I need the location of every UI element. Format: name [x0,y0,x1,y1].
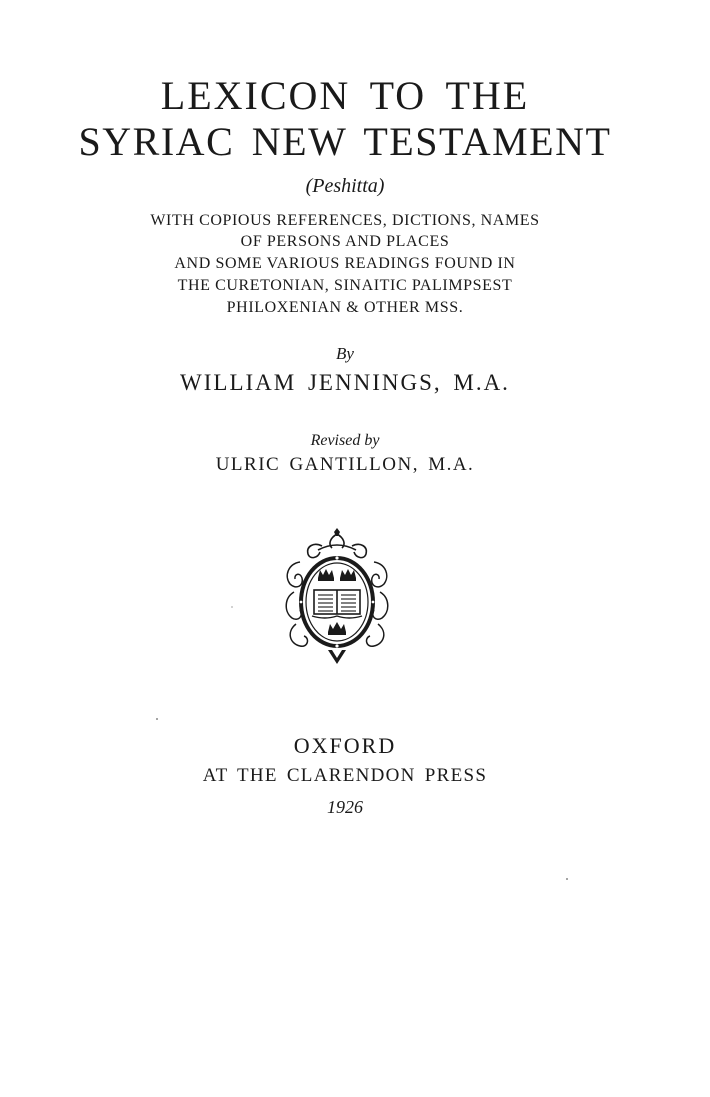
paper-speck [566,878,568,880]
description-line-2: OF PERSONS AND PLACES [240,233,450,250]
revised-label: Revised by [310,432,380,449]
description-line-5: PHILOXENIAN & OTHER MSS. [226,299,464,316]
description-line-4: THE CURETONIAN, SINAITIC PALIMPSEST [177,277,513,294]
title-line-1: LEXICON TO THE [160,73,530,118]
by-label: By [336,344,354,363]
imprint-year: 1926 [327,797,363,817]
description-line-3: AND SOME VARIOUS READINGS FOUND IN [174,255,516,272]
description-line-1: WITH COPIOUS REFERENCES, DICTIONS, NAMES [150,212,540,229]
oxford-press-emblem-icon [278,528,396,668]
title-line-2: SYRIAC NEW TESTAMENT [78,119,612,164]
subtitle: (Peshitta) [305,175,385,197]
paper-speck [156,718,158,720]
reviser-name: ULRIC GANTILLON, M.A. [215,454,475,475]
author-name: WILLIAM JENNINGS, M.A. [180,370,510,395]
paper-speck [231,606,233,608]
imprint-publisher: AT THE CLARENDON PRESS [202,765,488,786]
imprint-city: OXFORD [293,733,397,758]
